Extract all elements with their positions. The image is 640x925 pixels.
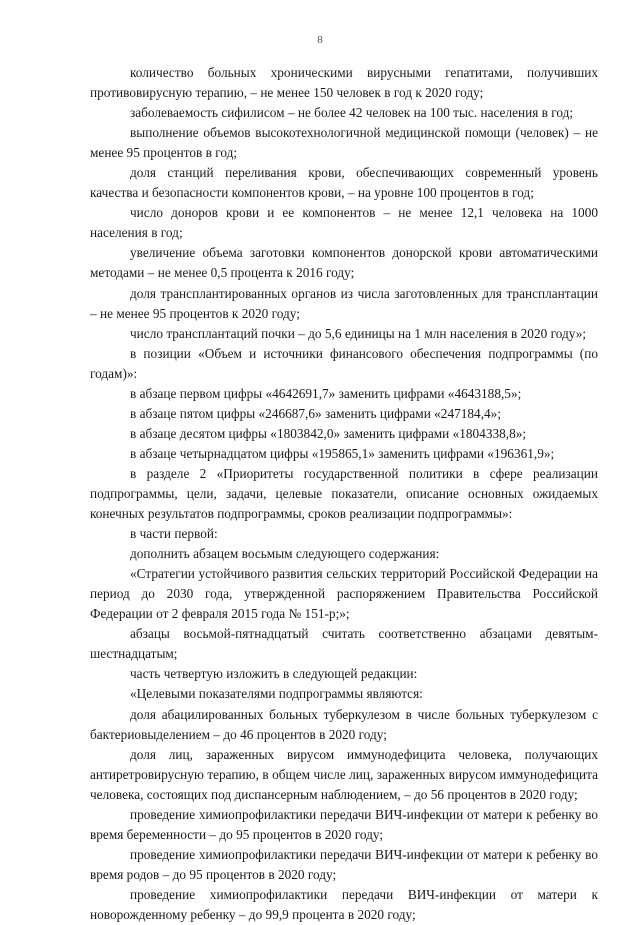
paragraph: доля трансплантированных органов из числа заготовленных для трансплантации – не менее 95 процентов к 2020 году;: [90, 285, 598, 321]
paragraph: «Целевыми показателями подпрограммы являются:: [130, 686, 423, 702]
paragraph: число доноров крови и ее компонентов – не менее 12,1 человека на 1000 населения в год;: [90, 205, 598, 241]
paragraph: увеличение объема заготовки компонентов донорской крови автоматическими методами – не менее 0,5 процента к 2016 году;: [90, 245, 598, 281]
paragraph: часть четвертую изложить в следующей редакции:: [130, 666, 418, 682]
paragraph: дополнить абзацем восьмым следующего содержания:: [130, 546, 440, 562]
paragraph: в части первой:: [130, 526, 218, 542]
paragraph: проведение химиопрофилактики передачи ВИЧ-инфекции от матери к новорожденному ребенку – до 99,9 процента в 2020 году;: [90, 886, 598, 922]
paragraph: «Стратегии устойчивого развития сельских территорий Российской Федерации на период до 2030 года, утвержденной распоряжением Правительства Российской Федерации от 2 февраля 2015 года № 151-р;»;: [90, 566, 598, 622]
paragraph: проведение химиопрофилактики передачи ВИЧ-инфекции от матери к ребенку во время беременности – до 95 процентов в 2020 году;: [90, 806, 598, 842]
page-number: 8: [317, 34, 323, 46]
paragraph: в абзаце десятом цифры «1803842,0» заменить цифрами «1804338,8»;: [130, 425, 527, 441]
paragraph: проведение химиопрофилактики передачи ВИЧ-инфекции от матери к ребенку во время родов – до 95 процентов в 2020 году;: [90, 846, 598, 882]
paragraph: доля станций переливания крови, обеспечивающих современный уровень качества и безопасности компонентов крови, – на уровне 100 процентов в год;: [90, 165, 598, 201]
paragraph: в позиции «Объем и источники финансового обеспечения подпрограммы (по годам)»:: [90, 345, 598, 381]
paragraph: доля абацилированных больных туберкулезом в числе больных туберкулезом с бактериовыделением – до 46 процентов в 2020 году;: [90, 706, 598, 742]
paragraph: в разделе 2 «Приоритеты государственной политики в сфере реализации подпрограммы, цели, задачи, целевые показатели, описание основных ожидаемых конечных результатов подпрограммы, сроков реализации подпрограммы»:: [90, 465, 598, 522]
paragraph: абзацы восьмой-пятнадцатый считать соответственно абзацами девятым-шестнадцатым;: [90, 626, 598, 662]
paragraph: заболеваемость сифилисом – не более 42 человек на 100 тыс. населения в год;: [130, 105, 574, 121]
paragraph: число трансплантаций почки – до 5,6 единицы на 1 млн населения в 2020 году»;: [130, 325, 587, 341]
paragraph: выполнение объемов высокотехнологичной медицинской помощи (человек) – не менее 95 процентов в год;: [90, 125, 598, 161]
paragraph: в абзаце пятом цифры «246687,6» заменить цифрами «247184,4»;: [130, 405, 502, 421]
paragraph: количество больных хроническими вирусными гепатитами, получивших противовирусную терапию, – не менее 150 человек в год к 2020 году;: [90, 65, 598, 101]
document-body: [90, 63, 598, 925]
paragraph: доля лиц, зараженных вирусом иммунодефицита человека, получающих антиретровирусную терапию, в общем числе лиц, зараженных вирусом иммунодефицита человека, состоящих под диспансерным наблюдением, – до 56 процентов в 2020 году;: [90, 746, 598, 802]
paragraph: в абзаце четырнадцатом цифры «195865,1» заменить цифрами «196361,9»;: [130, 445, 555, 461]
paragraph: в абзаце первом цифры «4642691,7» заменить цифрами «4643188,5»;: [130, 385, 522, 401]
